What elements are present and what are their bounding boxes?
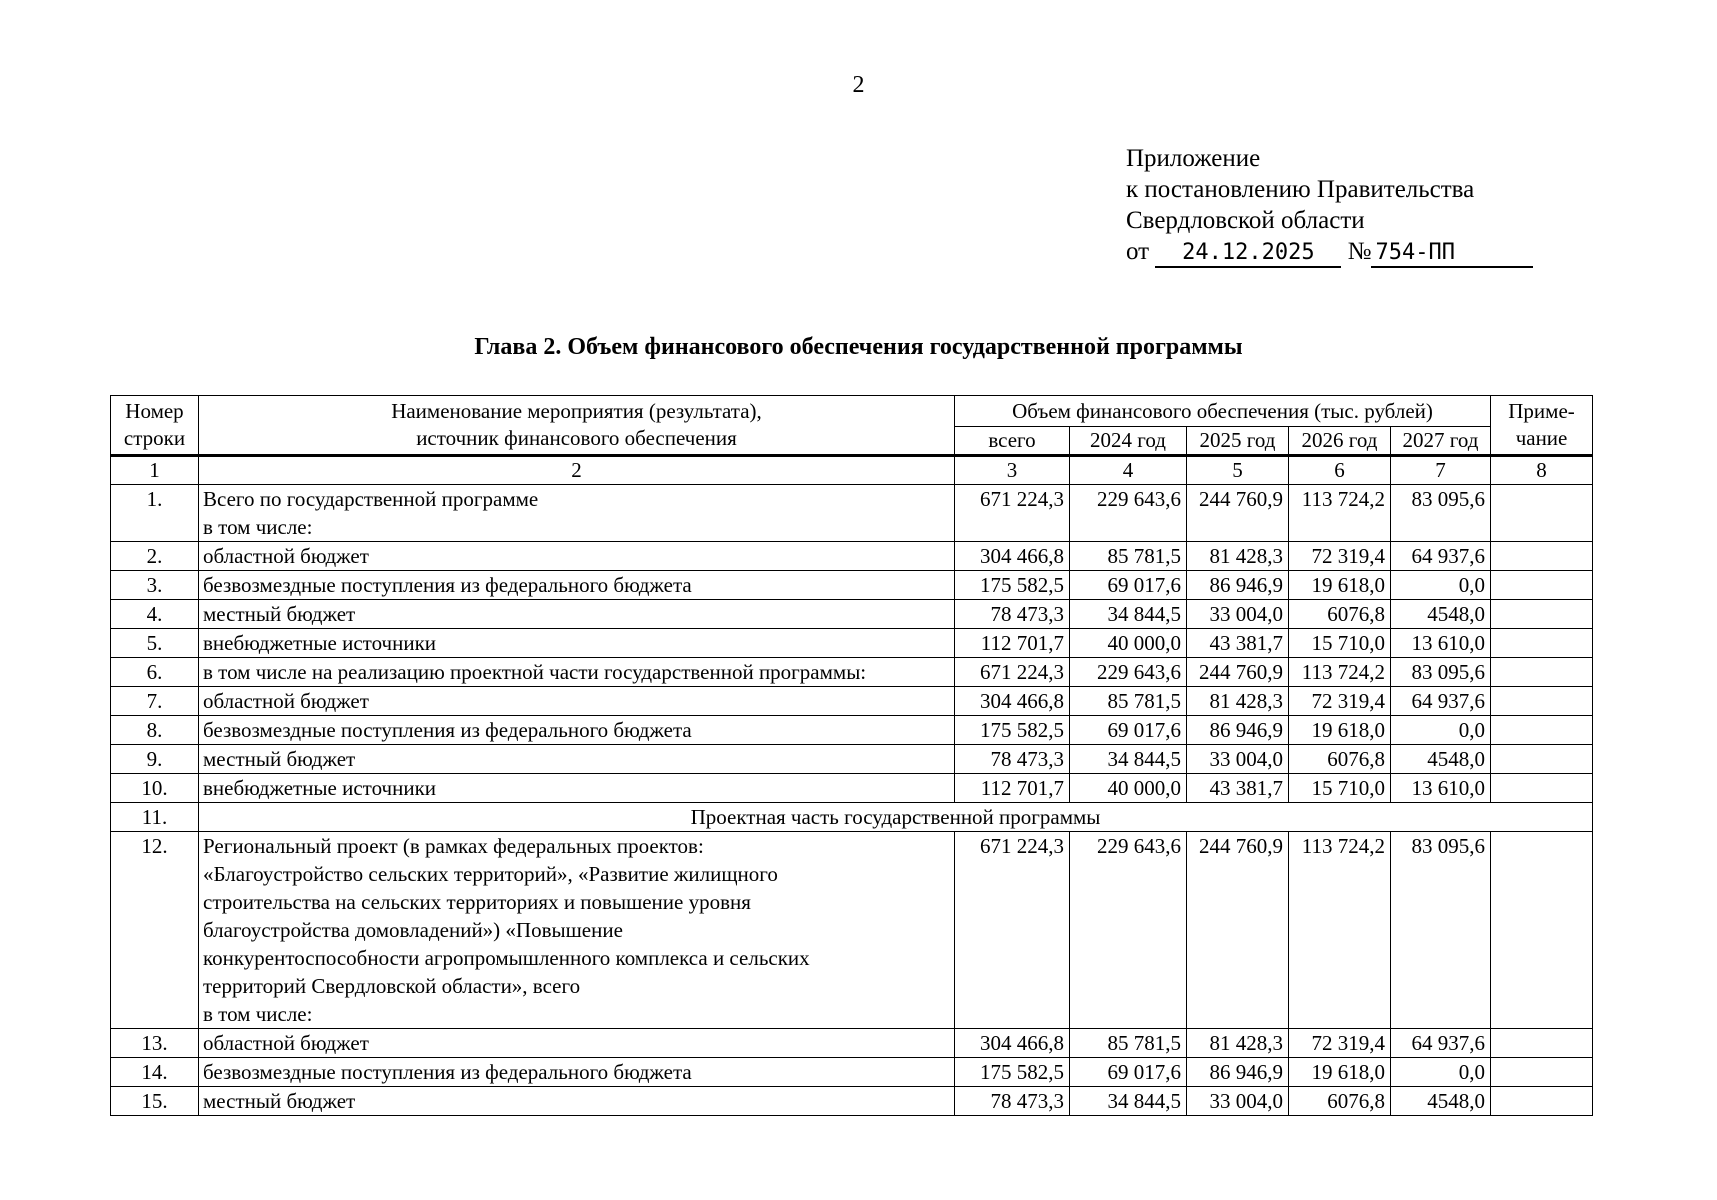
header-note: Приме-чание <box>1491 396 1593 456</box>
cell-note <box>1491 542 1593 571</box>
cell-total: 112 701,7 <box>955 629 1070 658</box>
row-number: 3. <box>111 571 199 600</box>
cell-total: 304 466,8 <box>955 1029 1070 1058</box>
row-number: 5. <box>111 629 199 658</box>
cell-y2026: 72 319,4 <box>1289 1029 1391 1058</box>
cell-y2025: 43 381,7 <box>1187 629 1289 658</box>
table-row <box>111 658 1593 687</box>
row-number: 7. <box>111 687 199 716</box>
cell-y2027: 13 610,0 <box>1391 774 1491 803</box>
column-number: 7 <box>1391 456 1491 485</box>
row-number: 15. <box>111 1087 199 1116</box>
table-row <box>111 716 1593 745</box>
cell-y2025: 244 760,9 <box>1187 832 1289 1029</box>
cell-total: 112 701,7 <box>955 774 1070 803</box>
cell-y2025: 33 004,0 <box>1187 600 1289 629</box>
cell-y2025: 244 760,9 <box>1187 485 1289 542</box>
page-number: 2 <box>852 72 865 98</box>
cell-y2024: 69 017,6 <box>1070 571 1187 600</box>
header-2025: 2025 год <box>1187 427 1289 456</box>
cell-y2027: 0,0 <box>1391 716 1491 745</box>
header-row-number: Номер строки <box>111 396 199 456</box>
row-number: 2. <box>111 542 199 571</box>
cell-total: 304 466,8 <box>955 542 1070 571</box>
cell-y2026: 113 724,2 <box>1289 658 1391 687</box>
cell-total: 671 224,3 <box>955 658 1070 687</box>
row-number: 4. <box>111 600 199 629</box>
table-row <box>111 485 1593 542</box>
cell-y2024: 69 017,6 <box>1070 716 1187 745</box>
cell-y2027: 64 937,6 <box>1391 1029 1491 1058</box>
cell-y2026: 6076,8 <box>1289 1087 1391 1116</box>
cell-y2024: 85 781,5 <box>1070 542 1187 571</box>
cell-note <box>1491 600 1593 629</box>
cell-y2024: 69 017,6 <box>1070 1058 1187 1087</box>
column-number: 2 <box>199 456 955 485</box>
row-number: 6. <box>111 658 199 687</box>
cell-y2026: 19 618,0 <box>1289 1058 1391 1087</box>
row-name: внебюджетные источники <box>199 629 955 658</box>
cell-y2026: 15 710,0 <box>1289 629 1391 658</box>
cell-y2025: 33 004,0 <box>1187 745 1289 774</box>
table-row <box>111 687 1593 716</box>
row-name: местный бюджет <box>199 600 955 629</box>
cell-y2027: 83 095,6 <box>1391 658 1491 687</box>
cell-y2027: 13 610,0 <box>1391 629 1491 658</box>
decree-number: 754-ПП <box>1371 240 1533 268</box>
decree-date: 24.12.2025 <box>1155 240 1341 268</box>
row-name: в том числе на реализацию проектной части государственной программы: <box>199 658 955 687</box>
cell-y2024: 40 000,0 <box>1070 774 1187 803</box>
table-row <box>111 600 1593 629</box>
cell-y2026: 19 618,0 <box>1289 571 1391 600</box>
header-total: всего <box>955 427 1070 456</box>
table-row <box>111 1058 1593 1087</box>
cell-y2025: 86 946,9 <box>1187 1058 1289 1087</box>
cell-total: 671 224,3 <box>955 832 1070 1029</box>
row-name: Региональный проект (в рамках федеральных проектов: «Благоустройство сельских территорий», «Развитие жилищного строительства на сельских территориях и повышение уровня благоустройства домовладений») «Повышение конкурентоспособности агропромышленного комплекса и сельских территорий Свердловской области», всего в том числе: <box>199 832 955 1029</box>
header-2027: 2027 год <box>1391 427 1491 456</box>
cell-note <box>1491 774 1593 803</box>
row-name: областной бюджет <box>199 542 955 571</box>
row-number: 9. <box>111 745 199 774</box>
cell-y2026: 113 724,2 <box>1289 485 1391 542</box>
cell-note <box>1491 1058 1593 1087</box>
row-name: областной бюджет <box>199 687 955 716</box>
header-2026: 2026 год <box>1289 427 1391 456</box>
cell-note <box>1491 629 1593 658</box>
cell-y2025: 244 760,9 <box>1187 658 1289 687</box>
row-number: 10. <box>111 774 199 803</box>
table-row <box>111 774 1593 803</box>
cell-y2024: 34 844,5 <box>1070 745 1187 774</box>
appendix-line-3: Свердловской области <box>1126 207 1365 234</box>
cell-y2025: 86 946,9 <box>1187 571 1289 600</box>
row-name: безвозмездные поступления из федерального бюджета <box>199 1058 955 1087</box>
cell-total: 671 224,3 <box>955 485 1070 542</box>
section-title: Проектная часть государственной программы <box>199 803 1593 832</box>
cell-y2025: 43 381,7 <box>1187 774 1289 803</box>
cell-total: 175 582,5 <box>955 1058 1070 1087</box>
cell-y2026: 72 319,4 <box>1289 687 1391 716</box>
cell-y2024: 85 781,5 <box>1070 1029 1187 1058</box>
number-label: № <box>1347 238 1372 265</box>
cell-y2027: 83 095,6 <box>1391 485 1491 542</box>
cell-total: 78 473,3 <box>955 600 1070 629</box>
row-number: 14. <box>111 1058 199 1087</box>
cell-total: 78 473,3 <box>955 745 1070 774</box>
column-number: 8 <box>1491 456 1593 485</box>
table-row <box>111 745 1593 774</box>
cell-y2024: 40 000,0 <box>1070 629 1187 658</box>
cell-y2027: 0,0 <box>1391 1058 1491 1087</box>
cell-y2024: 229 643,6 <box>1070 832 1187 1029</box>
table-row <box>111 832 1593 1029</box>
cell-y2024: 34 844,5 <box>1070 1087 1187 1116</box>
cell-y2025: 86 946,9 <box>1187 716 1289 745</box>
cell-total: 175 582,5 <box>955 716 1070 745</box>
column-numbers-row <box>111 456 1593 485</box>
cell-y2026: 19 618,0 <box>1289 716 1391 745</box>
row-name: местный бюджет <box>199 1087 955 1116</box>
row-name: внебюджетные источники <box>199 774 955 803</box>
cell-note <box>1491 485 1593 542</box>
cell-note <box>1491 745 1593 774</box>
header-name: Наименование мероприятия (результата), источник финансового обеспечения <box>199 396 955 456</box>
column-number: 4 <box>1070 456 1187 485</box>
cell-note <box>1491 832 1593 1029</box>
cell-y2026: 72 319,4 <box>1289 542 1391 571</box>
column-number: 6 <box>1289 456 1391 485</box>
row-name: Всего по государственной программе в том числе: <box>199 485 955 542</box>
cell-total: 78 473,3 <box>955 1087 1070 1116</box>
cell-note <box>1491 1087 1593 1116</box>
cell-y2027: 64 937,6 <box>1391 542 1491 571</box>
cell-y2027: 4548,0 <box>1391 745 1491 774</box>
cell-note <box>1491 1029 1593 1058</box>
cell-y2025: 81 428,3 <box>1187 687 1289 716</box>
table-row <box>111 629 1593 658</box>
cell-y2027: 4548,0 <box>1391 1087 1491 1116</box>
appendix-date-number <box>1126 236 1533 268</box>
cell-y2024: 229 643,6 <box>1070 658 1187 687</box>
table-row <box>111 571 1593 600</box>
row-number: 11. <box>111 803 199 832</box>
column-number: 1 <box>111 456 199 485</box>
cell-y2025: 81 428,3 <box>1187 1029 1289 1058</box>
cell-y2026: 113 724,2 <box>1289 832 1391 1029</box>
cell-y2024: 85 781,5 <box>1070 687 1187 716</box>
cell-y2027: 0,0 <box>1391 571 1491 600</box>
row-number: 8. <box>111 716 199 745</box>
cell-y2026: 6076,8 <box>1289 745 1391 774</box>
financing-table <box>110 395 1593 1116</box>
from-label: от <box>1126 238 1150 265</box>
row-number: 1. <box>111 485 199 542</box>
row-name: безвозмездные поступления из федерального бюджета <box>199 571 955 600</box>
appendix-header <box>1126 143 1533 268</box>
cell-y2026: 6076,8 <box>1289 600 1391 629</box>
cell-note <box>1491 571 1593 600</box>
appendix-title: Приложение <box>1126 145 1261 172</box>
appendix-line-2: к постановлению Правительства <box>1126 176 1475 203</box>
cell-total: 175 582,5 <box>955 571 1070 600</box>
table-row <box>111 1029 1593 1058</box>
cell-y2027: 4548,0 <box>1391 600 1491 629</box>
row-name: местный бюджет <box>199 745 955 774</box>
cell-y2025: 81 428,3 <box>1187 542 1289 571</box>
cell-note <box>1491 716 1593 745</box>
cell-note <box>1491 658 1593 687</box>
table-row <box>111 1087 1593 1116</box>
cell-y2026: 15 710,0 <box>1289 774 1391 803</box>
row-name: безвозмездные поступления из федерального бюджета <box>199 716 955 745</box>
header-volume: Объем финансового обеспечения (тыс. рублей) <box>955 396 1491 427</box>
cell-y2024: 229 643,6 <box>1070 485 1187 542</box>
cell-y2024: 34 844,5 <box>1070 600 1187 629</box>
cell-y2025: 33 004,0 <box>1187 1087 1289 1116</box>
row-number: 13. <box>111 1029 199 1058</box>
row-number: 12. <box>111 832 199 1029</box>
table-row <box>111 542 1593 571</box>
column-number: 5 <box>1187 456 1289 485</box>
cell-y2027: 83 095,6 <box>1391 832 1491 1029</box>
cell-total: 304 466,8 <box>955 687 1070 716</box>
column-number: 3 <box>955 456 1070 485</box>
cell-y2027: 64 937,6 <box>1391 687 1491 716</box>
header-2024: 2024 год <box>1070 427 1187 456</box>
chapter-title: Глава 2. Объем финансового обеспечения государственной программы <box>474 334 1243 360</box>
row-name: областной бюджет <box>199 1029 955 1058</box>
cell-note <box>1491 687 1593 716</box>
section-row <box>111 803 1593 832</box>
